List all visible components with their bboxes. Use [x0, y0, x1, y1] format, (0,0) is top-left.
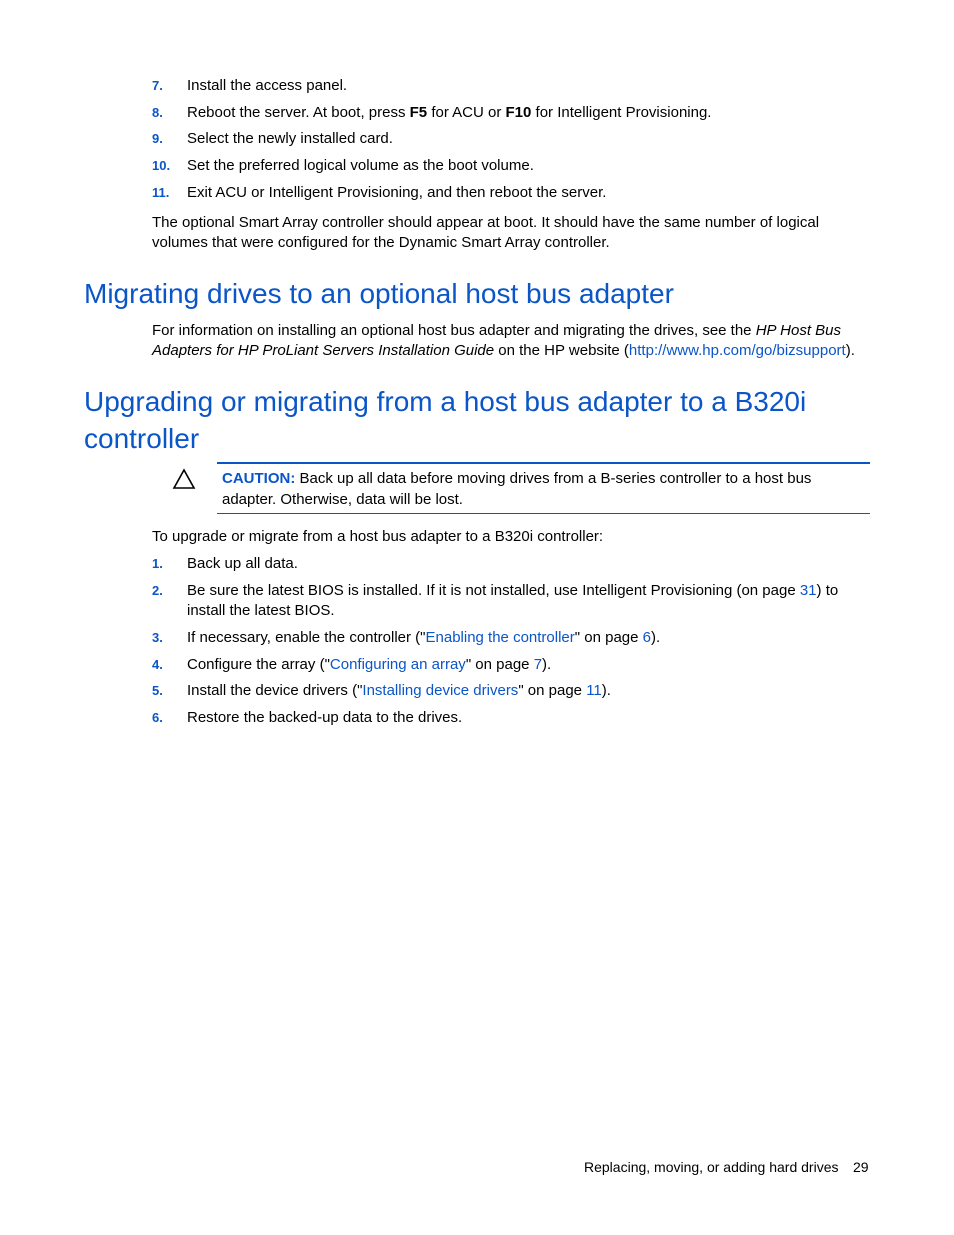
enabling-controller-link[interactable]: Enabling the controller — [425, 629, 575, 646]
list-item: Select the newly installed card. — [187, 130, 393, 147]
page-number: 29 — [853, 1159, 869, 1175]
list-number: 8. — [152, 105, 163, 120]
list-number: 11. — [152, 185, 170, 200]
list-item: Exit ACU or Intelligent Provisioning, and then reboot the server. — [187, 184, 607, 201]
list-number: 5. — [152, 683, 163, 698]
page-link[interactable]: 11 — [586, 682, 602, 699]
list-number: 1. — [152, 556, 163, 571]
bizsupport-link[interactable]: http://www.hp.com/go/bizsupport — [628, 342, 846, 359]
list-item: Install the device drivers ("Installing device drivers" on page 11). — [187, 682, 611, 699]
list-item: Reboot the server. At boot, press F5 for ACU or F10 for Intelligent Provisioning. — [187, 104, 712, 121]
caution-box — [217, 462, 870, 514]
list-item: If necessary, enable the controller ("Enabling the controller" on page 6). — [187, 629, 661, 646]
list-item: Configure the array ("Configuring an array" on page 7). — [187, 656, 552, 673]
installing-drivers-link[interactable]: Installing device drivers — [362, 682, 519, 699]
page-link[interactable]: 31 — [799, 582, 817, 599]
list-item: Restore the backed-up data to the drives. — [187, 709, 463, 726]
list-item: Set the preferred logical volume as the boot volume. — [187, 157, 534, 174]
list-number: 2. — [152, 583, 163, 598]
list-number: 9. — [152, 131, 163, 146]
list-number: 6. — [152, 710, 163, 725]
list-item: Be sure the latest BIOS is installed. If it is not installed, use Intelligent Provisioning (on page 31) to install the latest BIOS. — [187, 582, 839, 619]
page-link[interactable]: 7 — [533, 656, 543, 673]
configuring-array-link[interactable]: Configuring an array — [329, 656, 466, 673]
paragraph: The optional Smart Array controller should appear at boot. It should have the same number of logical volumes that were configured for the Dynamic Smart Array controller. — [152, 214, 820, 251]
list-item: Back up all data. — [187, 555, 298, 572]
section-heading: Upgrading or migrating from a host bus adapter to a B320i controller — [84, 386, 807, 454]
list-number: 4. — [152, 657, 163, 672]
paragraph: To upgrade or migrate from a host bus adapter to a B320i controller: — [152, 528, 604, 545]
list-number: 7. — [152, 78, 163, 93]
warning-triangle-icon — [172, 468, 196, 490]
list-number: 10. — [152, 158, 171, 173]
paragraph: For information on installing an optional host bus adapter and migrating the drives, see the HP Host Bus Adapters for HP ProLiant Servers Installation Guide on the HP website (http://www.hp.com/go/bizsupport). — [152, 322, 855, 359]
section-heading: Migrating drives to an optional host bus adapter — [84, 278, 674, 309]
list-item: Install the access panel. — [187, 77, 348, 94]
page-link[interactable]: 6 — [642, 629, 651, 646]
caution-label: CAUTION: — [222, 470, 296, 487]
footer-section-title: Replacing, moving, or adding hard drives — [584, 1159, 839, 1175]
caution-text: CAUTION: Back up all data before moving drives from a B-series controller to a host bus adapter. Otherwise, data will be lost. — [222, 470, 812, 508]
list-number: 3. — [152, 630, 163, 645]
